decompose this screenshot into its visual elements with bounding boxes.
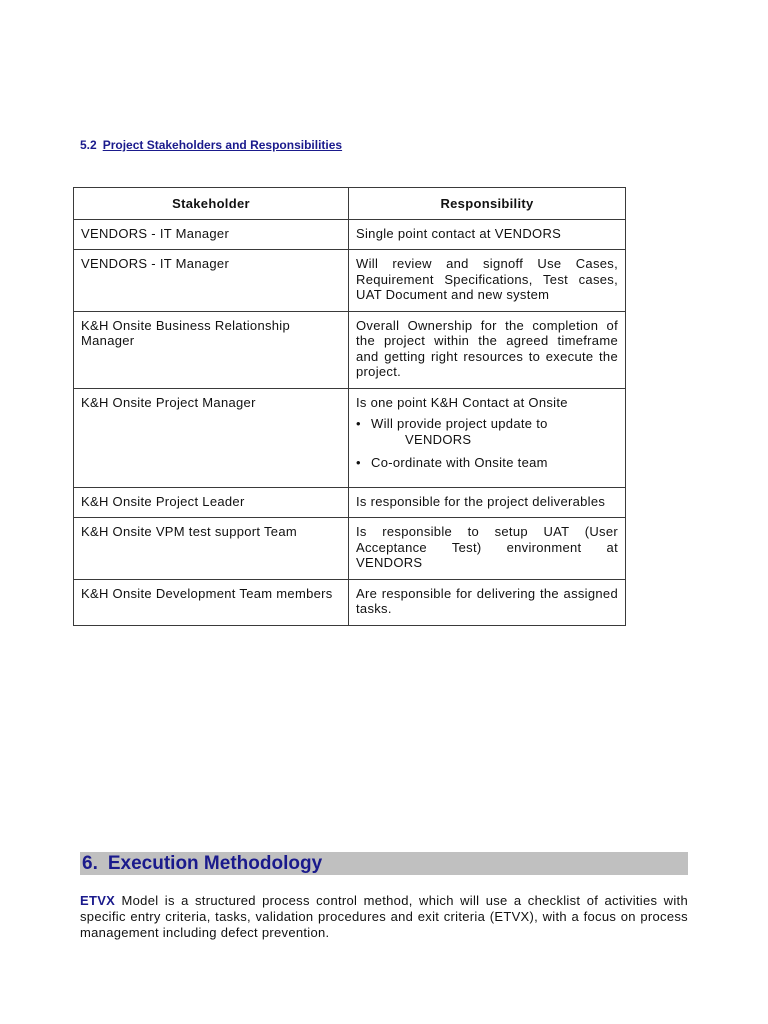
bullet-text-continued: VENDORS <box>405 431 472 447</box>
bullet-item <box>356 416 618 447</box>
table-row <box>74 311 626 388</box>
column-header-stakeholder: Stakeholder <box>74 188 349 220</box>
bullet-list <box>356 416 618 471</box>
section-heading <box>80 138 342 152</box>
chapter-heading-bar <box>80 852 688 875</box>
table-row <box>74 388 626 487</box>
chapter-heading <box>82 852 322 875</box>
table-row <box>74 518 626 580</box>
section-title: Project Stakeholders and Responsibilities <box>102 138 343 152</box>
bullet-icon: • <box>356 416 361 431</box>
responsibility-cell <box>349 388 626 487</box>
bullet-icon: • <box>356 455 361 470</box>
stakeholder-cell: K&H Onsite Project Leader <box>74 487 349 518</box>
responsibility-cell: Are responsible for delivering the assigned tasks. <box>349 579 626 625</box>
bullet-item <box>356 455 618 471</box>
stakeholder-cell: K&H Onsite Business Relationship Manager <box>74 311 349 388</box>
stakeholders-table <box>73 187 626 626</box>
stakeholder-cell: VENDORS - IT Manager <box>74 250 349 312</box>
responsibility-text: Single point contact at VENDORS <box>356 225 562 241</box>
etvx-paragraph <box>80 893 688 941</box>
stakeholder-cell: VENDORS - IT Manager <box>74 219 349 250</box>
etvx-description: Model is a structured process control method, which will use a checklist of activities with specific entry criteria, tasks, validation procedures and exit criteria (ETVX), with a focus on process management including defect prevention. <box>80 893 688 940</box>
table-row <box>74 579 626 625</box>
etvx-term: ETVX <box>80 893 116 908</box>
column-header-responsibility: Responsibility <box>349 188 626 220</box>
chapter-number: 6. <box>82 853 98 874</box>
responsibility-text: Is one point K&H Contact at Onsite <box>356 394 568 410</box>
responsibility-cell: Overall Ownership for the completion of the project within the agreed timeframe and getting right resources to execute the project. <box>349 311 626 388</box>
table-row <box>74 219 626 250</box>
section-number: 5.2 <box>80 138 97 152</box>
stakeholder-cell: K&H Onsite Development Team members <box>74 579 349 625</box>
bullet-text: Will provide project update to <box>371 416 548 431</box>
responsibility-cell: Is responsible to setup UAT (User Acceptance Test) environment at VENDORS <box>349 518 626 580</box>
chapter-title: Execution Methodology <box>107 853 323 874</box>
stakeholder-cell: K&H Onsite VPM test support Team <box>74 518 349 580</box>
stakeholder-cell: K&H Onsite Project Manager <box>74 388 349 487</box>
responsibility-cell: Is responsible for the project deliverables <box>349 487 626 518</box>
table-row <box>74 487 626 518</box>
responsibility-cell: Will review and signoff Use Cases, Requirement Specifications, Test cases, UAT Document and new system <box>349 250 626 312</box>
table-row <box>74 250 626 312</box>
responsibility-cell <box>349 219 626 250</box>
table-header-row <box>74 188 626 220</box>
bullet-text: Co-ordinate with Onsite team <box>371 455 548 470</box>
